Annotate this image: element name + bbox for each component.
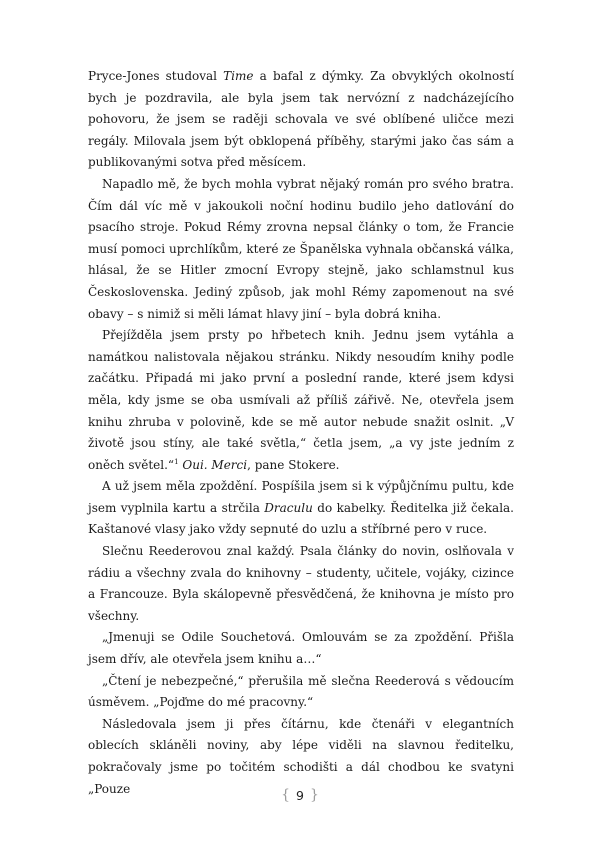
text-run: „Čtení je nebezpečné,“ přerušila mě slečna Reederová s vědoucím úsměvem. „Pojďme do mé pracovny.“ [88,673,514,710]
body-text [88,66,514,800]
brace-left-ornament: { [281,787,291,803]
text-run: a bafal z dýmky. Za obvyklých okolností bych je pozdravila, ale byla jsem tak nervózní z nadcházejícího pohovoru, že jsem se raději schovala ve své oblíbené uličce mezi regály. Milovala jsem být obklopená příběhy, starými jako čas sám a publikovanými sotva před měsícem. [88,69,514,170]
text-run: „Jmenuji se Odile Souchetová. Omlouvám se za zpoždění. Přišla jsem dřív, ale otevřela jsem knihu a…“ [88,630,514,667]
italic-text: Draculu [264,500,313,515]
paragraph [88,671,514,714]
text-run: Napadlo mě, že bych mohla vybrat nějaký román pro svého bratra. Čím dál víc mě v jakoukoli noční hodinu budilo jeho datlování do psacího stroje. Pokud Rémy zrovna nepsal články o tom, že Francie musí pomoci uprchlíkům, které ze Španělska vyhnala občanská válka, hlásal, že se Hitler zmocní Evropy stejně, jako schlamstnul kus Československa. Jediný způsob, jak mohl Rémy zapomenout na své obavy – s nimiž si měli lámat hlavy jiní – byla dobrá kniha. [88,176,514,321]
text-run: Následovala jsem ji přes čítárnu, kde čtenáři v elegantních oblecích skláněli noviny, aby lépe viděli na slavnou ředitelku, pokračovaly jsme po točitém schodišti a dál chodbou ke svatyni „Pouze [88,716,514,796]
text-run: Pryce-Jones studoval [88,69,224,83]
brace-right-ornament: } [309,787,319,803]
italic-text: Oui. Merci [182,457,248,472]
page-number: 9 [296,787,304,803]
page-footer [0,787,600,803]
paragraph [88,174,514,325]
paragraph [88,627,514,670]
paragraph [88,66,514,174]
text-run: Slečnu Reederovou znal každý. Psala články do novin, oslňovala v rádiu a všechny zvala do knihovny – studenty, učitele, vojáky, cizince a Francouze. Byla skálopevně přesvědčená, že knihovna je místo pro všechny. [88,544,514,623]
paragraph [88,541,514,627]
paragraph [88,476,514,541]
italic-text: Time [223,69,254,83]
text-run: A už jsem měla zpoždění. Pospíšila jsem si k výpůjčnímu pultu, kde jsem vyplnila kartu a strčila [88,479,514,515]
footnote-ref: 1 [174,457,179,466]
text-run: do kabelky. Ředitelka již čekala. Kaštanové vlasy jako vždy sepnuté do uzlu a stříbrné pero v ruce. [88,500,514,537]
paragraph [88,325,514,476]
text-run: , pane Stokere. [247,457,340,472]
text-run: Přejížděla jsem prsty po hřbetech knih. Jednu jsem vytáhla a namátkou nalistovala nějakou stránku. Nikdy nesoudím knihy podle začátku. Připadá mi jako první a poslední rande, které jsem kdysi měla, kdy jsme se oba usmívali až příliš zářivě. Ne, otevřela jsem knihu zhruba v polovině, kde se mě autor nebude snažit oslnit. „V životě jsou stíny, ale také světla,“ četla jsem, „a vy jste jedním z oněch světel.“ [88,328,514,472]
